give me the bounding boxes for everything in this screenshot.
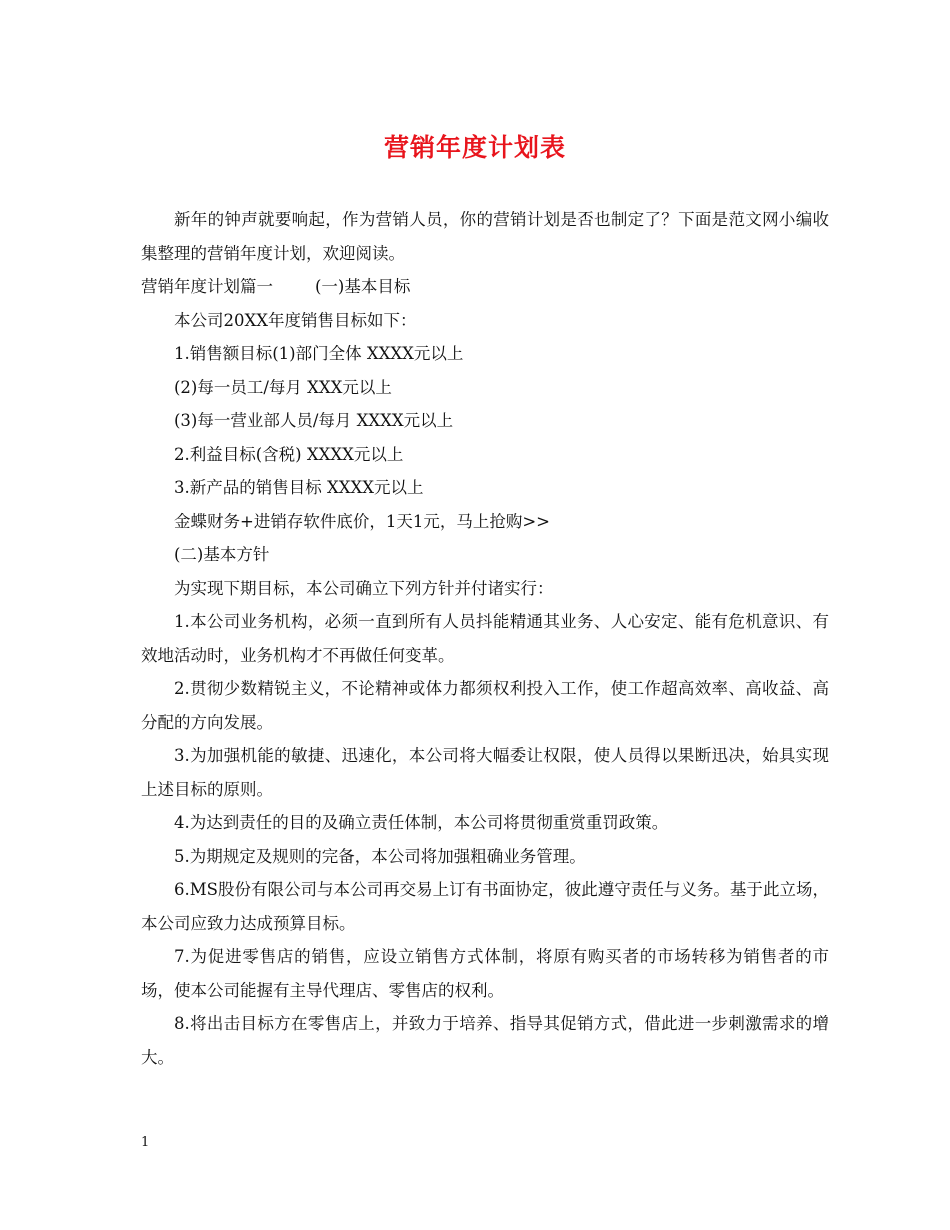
policy-item: 6.MS股份有限公司与本公司再交易上订有书面协定，彼此遵守责任与义务。基于此立场，本公司应致力达成预算目标。 — [141, 880, 829, 933]
target-intro: 本公司20XX年度销售目标如下： — [174, 310, 417, 330]
policy-item: 8.将出击目标方在零售店上，并致力于培养、指导其促销方式，借此进一步刺激需求的增大。 — [141, 1014, 829, 1067]
policy-item: 4.为达到责任的目的及确立责任体制，本公司将贯彻重赏重罚政策。 — [174, 813, 669, 832]
target-line: (3)每一营业部人员/每月 XXXX元以上 — [174, 411, 454, 430]
section-heading — [141, 270, 829, 304]
target-line: 2.利益目标(含税) XXXX元以上 — [174, 444, 404, 464]
policy-heading: (二)基本方针 — [174, 545, 270, 564]
intro-paragraph: 新年的钟声就要响起，作为营销人员，你的营销计划是否也制定了？下面是范文网小编收集整理的营销年度计划，欢迎阅读。 — [141, 210, 829, 263]
document-body — [141, 203, 829, 1074]
page-number: 1 — [141, 1135, 150, 1150]
policy-item: 3.为加强机能的敏捷、迅速化，本公司将大幅委让权限，使人员得以果断迅决，始具实现上述目标的原则。 — [141, 746, 829, 799]
policy-item: 7.为促进零售店的销售，应设立销售方式体制，将原有购买者的市场转移为销售者的市场，使本公司能握有主导代理店、零售店的权利。 — [141, 947, 829, 1000]
target-line: 3.新产品的销售目标 XXXX元以上 — [174, 478, 424, 497]
target-line: 1.销售额目标(1)部门全体 XXXX元以上 — [174, 344, 464, 363]
document-title: 营销年度计划表 — [383, 133, 566, 162]
section-subheading: (一)基本目标 — [315, 277, 411, 296]
policy-item: 1.本公司业务机构，必须一直到所有人员抖能精通其业务、人心安定、能有危机意识、有效地活动时，业务机构才不再做任何变革。 — [141, 612, 829, 665]
policy-intro: 为实现下期目标，本公司确立下列方针并付诸实行： — [174, 578, 554, 598]
section-heading-label: 营销年度计划篇一 — [141, 277, 273, 296]
policy-item: 2.贯彻少数精锐主义，不论精神或体力都须权利投入工作，使工作超高效率、高收益、高分配的方向发展。 — [141, 679, 829, 732]
policy-item: 5.为期规定及规则的完备，本公司将加强粗确业务管理。 — [174, 846, 586, 866]
promo-line: 金蝶财务+进销存软件底价，1天1元，马上抢购>> — [174, 511, 550, 531]
target-line: (2)每一员工/每月 XXX元以上 — [174, 377, 392, 397]
